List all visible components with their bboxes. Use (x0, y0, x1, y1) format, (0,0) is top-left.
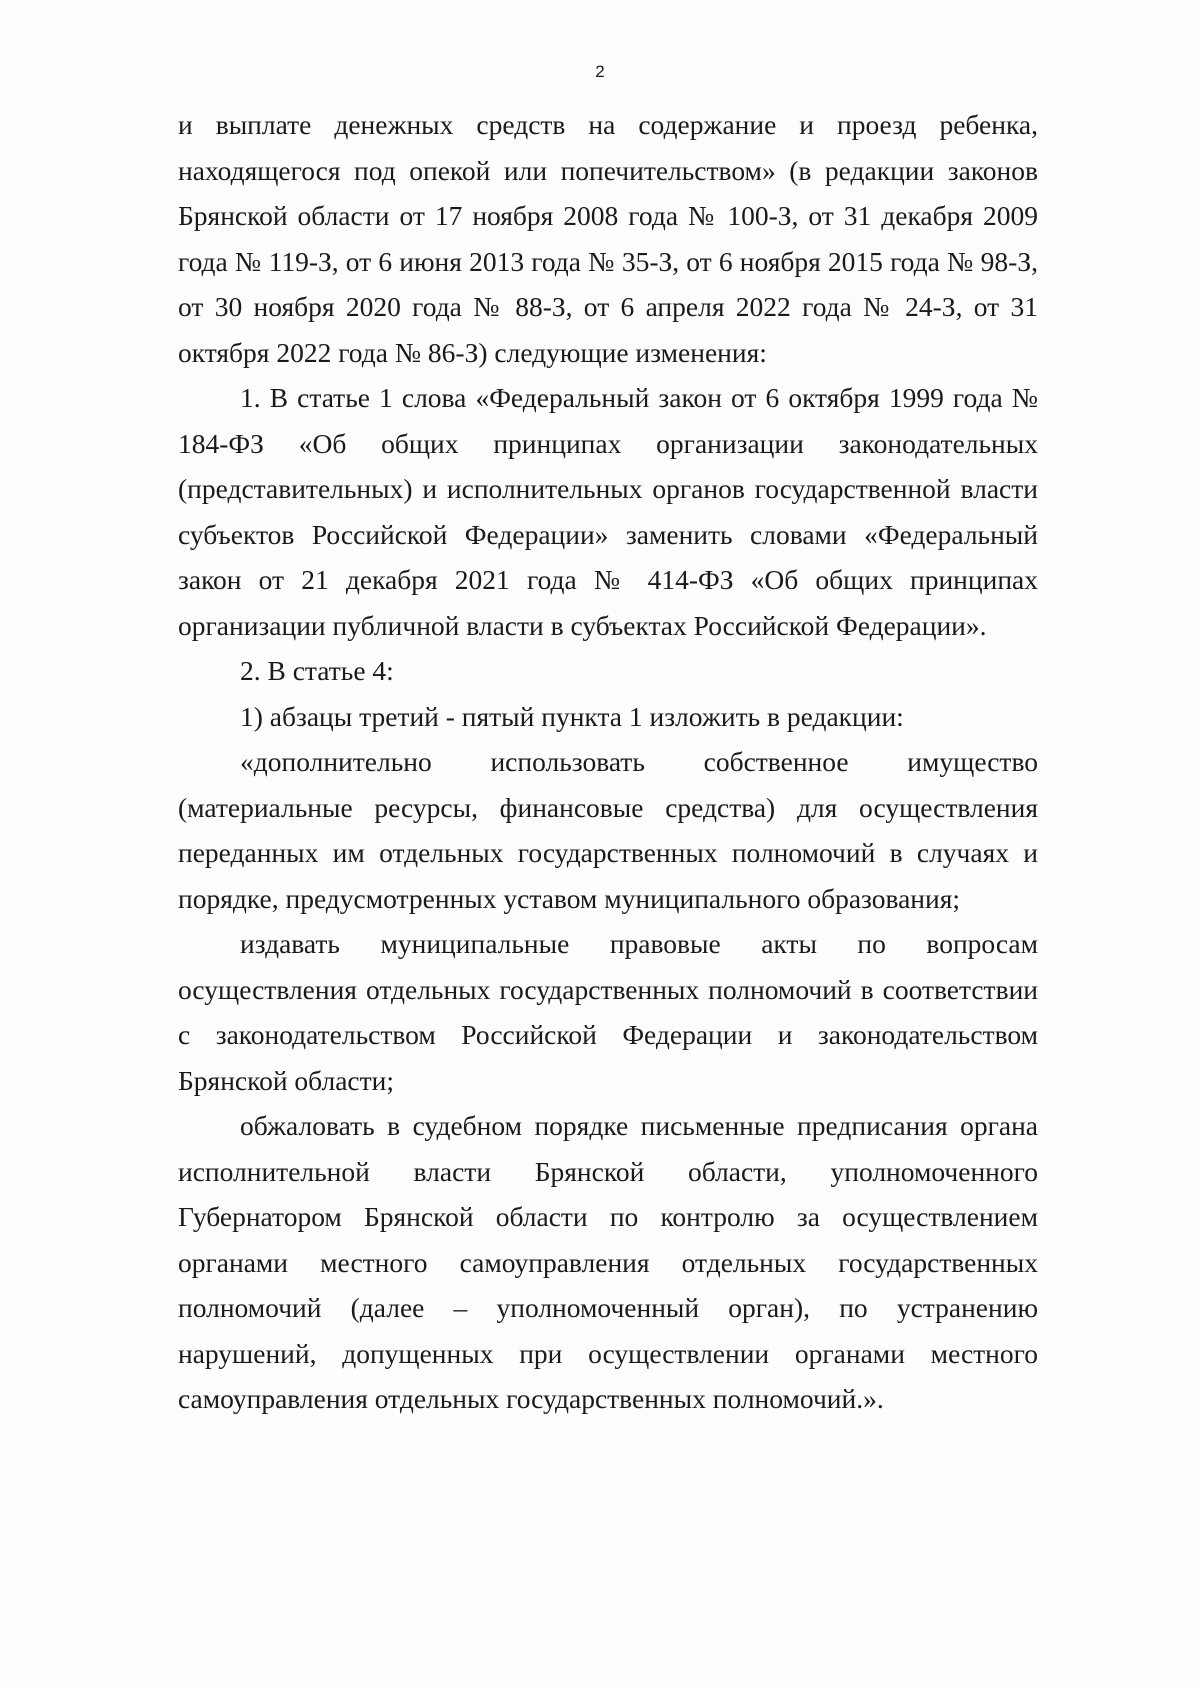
paragraph-subitem-1: 1) абзацы третий - пятый пункта 1 изложить в редакции: (240, 700, 904, 732)
paragraph-item-2: 2. В статье 4: (240, 655, 394, 686)
paragraph-quote-1: «дополнительно использовать собственное имущество (материальные ресурсы, финансовые средства) для осуществления переданных им отдельных государственных полномочий в случаях и порядке, предусмотренных уставом муниципального образования; (178, 746, 1038, 914)
document-body (178, 102, 1038, 1422)
paragraph-item-1: 1. В статье 1 слова «Федеральный закон от 6 октября 1999 года № 184-ФЗ «Об общих принципах организации законодательных (представительных) и исполнительных органов государственной власти субъектов Российской Федерации» заменить словами «Федеральный закон от 21 декабря 2021 года № 414-ФЗ «Об общих принципах организации публичной власти в субъектах Российской Федерации». (178, 382, 1038, 641)
paragraph-quote-2: издавать муниципальные правовые акты по вопросам осуществления отдельных государственных полномочий в соответствии с законодательством Российской Федерации и законодательством Брянской области; (178, 928, 1038, 1096)
paragraph-intro: и выплате денежных средств на содержание и проезд ребенка, находящегося под опекой или попечительством» (в редакции законов Брянской области от 17 ноября 2008 года № 100-З, от 31 декабря 2009 года № 119-З, от 6 июня 2013 года № 35-З, от 6 ноября 2015 года № 98-З, от 30 ноября 2020 года № 88-З, от 6 апреля 2022 года № 24-З, от 31 октября 2022 года № 86-З) следующие изменения: (178, 109, 1038, 368)
paragraph-quote-3: обжаловать в судебном порядке письменные предписания органа исполнительной власти Брянской области, уполномоченного Губернатором Брянской области по контролю за осуществлением органами местного самоуправления отдельных государственных полномочий (далее – уполномоченный орган), по устранению нарушений, допущенных при осуществлении органами местного самоуправления отдельных государственных полномочий.». (178, 1110, 1038, 1414)
page-number: 2 (595, 62, 605, 81)
